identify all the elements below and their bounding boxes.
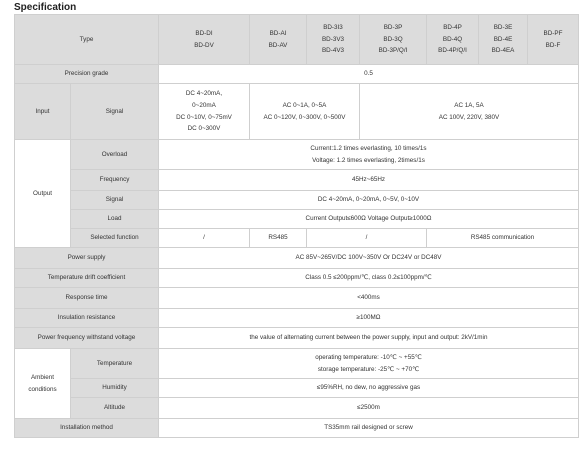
model: BD-4V3	[321, 47, 345, 55]
model: BD-AV	[268, 41, 288, 49]
function-row	[15, 229, 579, 248]
model: BD-F	[545, 41, 561, 49]
model: BD-3P/Q/I	[378, 47, 408, 55]
temperature-line: operating temperature: -10℃ ~ +55℃	[315, 353, 422, 361]
page-heading: Specification	[14, 2, 77, 13]
overload-values	[159, 140, 579, 170]
model: BD-3I3	[323, 23, 343, 31]
installation-label: Installation method	[15, 419, 159, 438]
input-dc-values	[159, 84, 250, 140]
overload-line: Voltage: 1.2 times everlasting, 2times/1s	[312, 156, 425, 164]
temp-drift-value: Class 0.5 ≤200ppm/℃, class 0.2≤100ppm/℃	[159, 269, 579, 288]
type-model-group	[360, 15, 427, 65]
function-value: RS485	[250, 229, 307, 248]
power-supply-row	[15, 248, 579, 269]
withstand-row	[15, 328, 579, 349]
model: BD-4EA	[491, 47, 515, 55]
input-ac-line: AC 0~120V, 0~300V, 0~500V	[263, 113, 346, 121]
frequency-label: Frequency	[71, 170, 159, 191]
input-signal-label: Signal	[71, 84, 159, 140]
input-dc-line: DC 0~10V, 0~75mV	[176, 113, 232, 121]
overload-line: Current:1.2 times everlasting, 10 times/1s	[310, 144, 427, 152]
temp-drift-label: Temperature drift coefficient	[15, 269, 159, 288]
output-label: Output	[15, 140, 71, 248]
model: BD-3E	[493, 23, 513, 31]
type-model-group	[479, 15, 528, 65]
frequency-value: 45Hz~65Hz	[159, 170, 579, 191]
output-signal-value: DC 4~20mA, 0~20mA, 0~5V, 0~10V	[159, 191, 579, 210]
model: BD-PF	[543, 29, 563, 37]
temperature-label: Temperature	[71, 349, 159, 379]
model: BD-AI	[269, 29, 287, 37]
withstand-value: the value of alternating current between the power supply, input and output: 2kV/1min	[159, 328, 579, 349]
type-model-group	[427, 15, 479, 65]
model: BD-3V3	[321, 35, 345, 43]
model: BD-4Q	[442, 35, 463, 43]
load-label: Load	[71, 210, 159, 229]
model: BD-3P	[383, 23, 403, 31]
model: BD-3Q	[383, 35, 403, 43]
temperature-values	[159, 349, 579, 379]
ambient-label-line: Ambient	[30, 373, 55, 381]
output-signal-row	[15, 191, 579, 210]
input-dc-line: 0~20mA	[192, 101, 216, 109]
input-dc-line: DC 0~300V	[187, 125, 221, 133]
humidity-value: ≤95%RH, no dew, no aggressive gas	[159, 379, 579, 398]
load-value: Current Output≤600Ω Voltage Output≥1000Ω	[159, 210, 579, 229]
insulation-row	[15, 309, 579, 328]
type-model-group	[159, 15, 250, 65]
insulation-value: ≥100MΩ	[159, 309, 579, 328]
input-dc-line: DC 4~20mA,	[185, 89, 223, 97]
function-label: Selected function	[71, 229, 159, 248]
response-row	[15, 288, 579, 309]
installation-row	[15, 419, 579, 438]
input-ac-line: AC 100V, 220V, 380V	[438, 113, 500, 121]
precision-row	[15, 65, 579, 84]
function-value: RS485 communication	[427, 229, 579, 248]
overload-row	[15, 140, 579, 170]
model: BD-4E	[493, 35, 513, 43]
type-label: Type	[15, 15, 159, 65]
power-supply-value: AC 85V~265V/DC 100V~350V Or DC24V or DC48V	[159, 248, 579, 269]
function-value: /	[159, 229, 250, 248]
type-model-group	[307, 15, 360, 65]
ambient-temperature-row	[15, 349, 579, 379]
type-model-group	[250, 15, 307, 65]
model: BD-4P/Q/I	[438, 47, 467, 55]
model: BD-DV	[194, 41, 214, 49]
ambient-label	[15, 349, 71, 419]
altitude-value: ≤2500m	[159, 398, 579, 419]
power-supply-label: Power supply	[15, 248, 159, 269]
input-ac-line: AC 0~1A, 0~5A	[282, 101, 327, 109]
insulation-label: Insulation resistance	[15, 309, 159, 328]
function-value: /	[307, 229, 427, 248]
output-signal-label: Signal	[71, 191, 159, 210]
input-ac-low-values	[250, 84, 360, 140]
altitude-row	[15, 398, 579, 419]
humidity-label: Humidity	[71, 379, 159, 398]
frequency-row	[15, 170, 579, 191]
installation-value: TS35mm rail designed or screw	[159, 419, 579, 438]
type-row	[15, 15, 579, 65]
overload-label: Overload	[71, 140, 159, 170]
withstand-label: Power frequency withstand voltage	[15, 328, 159, 349]
specification-table	[14, 14, 579, 438]
input-ac-high-values	[360, 84, 579, 140]
temp-drift-row	[15, 269, 579, 288]
response-label: Response time	[15, 288, 159, 309]
type-model-group	[528, 15, 579, 65]
model: BD-4P	[443, 23, 462, 31]
input-label: Input	[15, 84, 71, 140]
precision-value: 0.5	[159, 65, 579, 84]
ambient-label-line: conditions	[28, 385, 57, 393]
input-row	[15, 84, 579, 140]
model: BD-DI	[195, 29, 213, 37]
precision-label: Precision grade	[15, 65, 159, 84]
input-ac-line: AC 1A, 5A	[454, 101, 484, 109]
humidity-row	[15, 379, 579, 398]
temperature-line: storage temperature: -25℃ ~ +70℃	[317, 365, 420, 373]
altitude-label: Altitude	[71, 398, 159, 419]
load-row	[15, 210, 579, 229]
response-value: <400ms	[159, 288, 579, 309]
